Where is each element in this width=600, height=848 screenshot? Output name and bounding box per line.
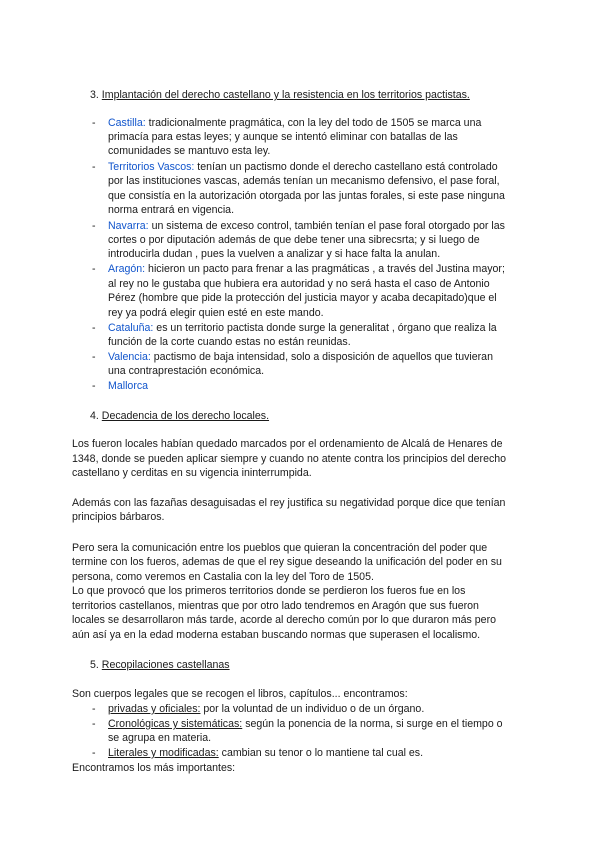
paragraph-line: territorios castellanos, mientras que por otro lado tendremos en Aragón que sus fueron <box>72 600 479 612</box>
paragraph-line: principios bárbaros. <box>72 511 165 523</box>
item-term: Mallorca <box>108 380 149 392</box>
list-item <box>108 380 148 393</box>
item-term: Territorios Vascos: <box>108 161 195 173</box>
paragraph-line: castellano y cerditas en su vigencia ininterrumpida. <box>72 467 312 479</box>
item-text: por las instituciones vascas, además tenían un mecanismo defensivo, el pase foral, <box>108 175 500 187</box>
section-number: 4. <box>90 410 99 422</box>
item-text: por la voluntad de un individuo o de un órgano. <box>200 703 425 715</box>
bullet-dash: - <box>92 351 96 363</box>
item-text: tradicionalmente pragmática, con la ley del todo de 1505 se marca una <box>145 117 482 129</box>
bullet-dash: - <box>92 380 96 392</box>
list-item <box>108 718 503 731</box>
bullet-dash: - <box>92 161 96 173</box>
item-text: al rey no le gustaba que hubiera era autoridad y no será hasta el caso de Antonio <box>108 278 490 290</box>
list-item <box>108 117 481 130</box>
item-text: comunidades se mantuvo esta ley. <box>108 145 271 157</box>
item-term: Cronológicas y sistemáticas: <box>108 718 243 730</box>
item-text: función de la corte cuando estas no están reunidas. <box>108 336 351 348</box>
item-text: hicieron un pacto para frenar a las pragmáticas , a través del Justina mayor; <box>145 263 505 275</box>
paragraph-line: persona, como veremos en Castalia con la ley del Toro de 1505. <box>72 571 374 583</box>
item-text: una contraprestación económica. <box>108 365 265 377</box>
item-text: Pérez (hombre que pide la protección del justicia mayor y acaba decapitado)que el <box>108 292 497 304</box>
section-4-heading <box>90 410 269 423</box>
bullet-dash: - <box>92 220 96 232</box>
list-item <box>108 161 498 174</box>
list-item <box>108 747 423 760</box>
item-text: se agrupa en materia. <box>108 732 212 744</box>
section-number: 5. <box>90 659 99 671</box>
item-text: rey ya podrá elegir quien esté en este mando. <box>108 307 324 319</box>
paragraph-line: locales se desarrollaron más tarde, acorde al derecho común por lo que duraron más pero <box>72 614 496 626</box>
paragraph-line: aún así ya en la edad moderna estaban buscando normas que superasen el localismo. <box>72 629 481 641</box>
list-item <box>108 220 505 233</box>
bullet-dash: - <box>92 322 96 334</box>
section-3-heading <box>90 89 470 102</box>
item-text: tenían un pactismo donde el derecho castellano está controlado <box>194 161 498 173</box>
item-text: que consistía en la autorización otorgada por las juntas forales, si este pase ninguna <box>108 190 505 202</box>
item-term: Literales y modificadas: <box>108 747 219 759</box>
paragraph-line: Pero sera la comunicación entre los pueblos que quieran la concentración del poder que <box>72 542 488 554</box>
bullet-dash: - <box>92 703 96 715</box>
paragraph-line: Además con las fazañas desaguisadas el rey justifica su negatividad porque dice que tenían <box>72 497 506 509</box>
item-text: un sistema de exceso control, también tenían el pase foral otorgado por las <box>148 220 505 232</box>
section-title: Recopilaciones castellanas <box>101 659 230 671</box>
item-term: privadas y oficiales: <box>108 703 201 715</box>
list-item <box>108 322 497 335</box>
paragraph-line: 1348, donde se pueden aplicar siempre y cuando no atente contra los principios del derecho <box>72 453 507 465</box>
section-title: Decadencia de los derecho locales. <box>101 410 270 422</box>
section-number: 3. <box>90 89 99 101</box>
bullet-dash: - <box>92 747 96 759</box>
item-text: primacía para estas leyes; y aunque se intentó eliminar con batallas de las <box>108 131 458 143</box>
paragraph-line: Son cuerpos legales que se recogen el libros, capítulos... encontramos: <box>72 688 408 700</box>
item-text: es un territorio pactista donde surge la generalitat , órgano que realiza la <box>153 322 497 334</box>
paragraph-line: Los fueron locales habían quedado marcados por el ordenamiento de Alcalá de Henares de <box>72 438 503 450</box>
paragraph-line: termine con los fueros, ademas de que el rey sigue deseando la unificación del poder en su <box>72 556 502 568</box>
item-term: Castilla: <box>108 117 146 129</box>
item-term: Cataluña: <box>108 322 154 334</box>
item-text: norma entrará en vigencia. <box>108 204 235 216</box>
list-item <box>108 351 493 364</box>
item-term: Valencia: <box>108 351 151 363</box>
item-term: Aragón: <box>108 263 146 275</box>
paragraph-line: Encontramos los más importantes: <box>72 762 236 774</box>
item-text: cambian su tenor o lo mantiene tal cual es. <box>218 747 424 759</box>
item-text: pactismo de baja intensidad, solo a disposición de aquellos que tuvieran <box>150 351 493 363</box>
item-text: según la ponencia de la norma, si surge en el tiempo o <box>242 718 503 730</box>
bullet-dash: - <box>92 718 96 730</box>
list-item <box>108 263 505 276</box>
item-text: cortes o por diputación además de que debe tener una sibrecsrta; y si luego de <box>108 234 480 246</box>
list-item <box>108 703 424 716</box>
bullet-dash: - <box>92 263 96 275</box>
item-text: introducirla dudan , pues la vuelven a analizar y si hace falta la anulan. <box>108 248 441 260</box>
paragraph-line: Lo que provocó que los primeros territorios donde se perdieron los fueros fue en los <box>72 585 466 597</box>
item-term: Navarra: <box>108 220 149 232</box>
section-5-heading <box>90 659 230 672</box>
section-title: Implantación del derecho castellano y la resistencia en los territorios pactistas. <box>101 89 470 101</box>
bullet-dash: - <box>92 117 96 129</box>
